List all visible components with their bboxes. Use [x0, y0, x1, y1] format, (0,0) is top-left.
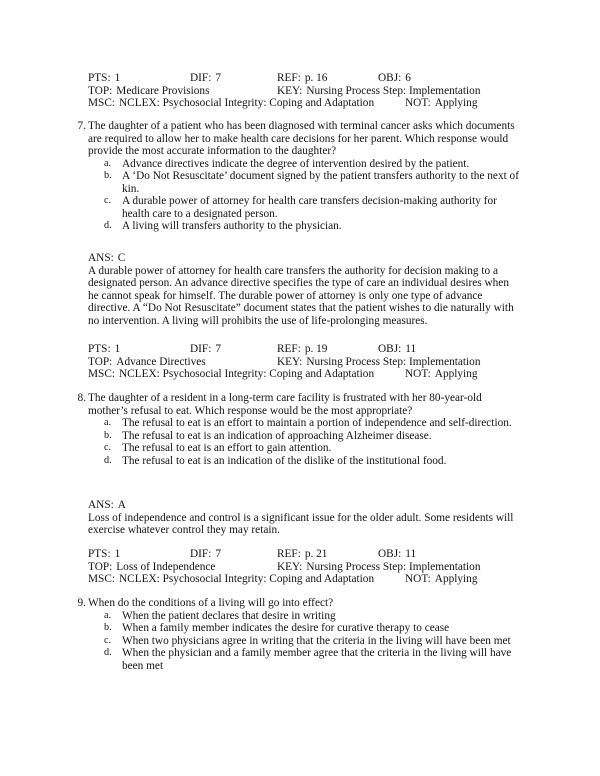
- metadata-not: NOT: Applying: [405, 573, 478, 586]
- metadata-top: TOP: Advance Directives: [88, 355, 206, 368]
- metadata-obj-value: 11: [405, 548, 417, 560]
- option-text: The refusal to eat is an indication of the dislike of the institutional food.: [122, 454, 447, 467]
- question-7-option-b[interactable]: [60, 170, 522, 195]
- question-7-option-c[interactable]: [60, 195, 522, 220]
- question-8-text: The daughter of a resident in a long-term care facility is frustrated with her 80-year-old mother’s refusal to eat. Which response would be the most appropriate?: [88, 392, 482, 417]
- question-7-number: 7.: [77, 120, 86, 132]
- metadata-row-pts: [88, 548, 518, 561]
- metadata-ref-value: p. 21: [304, 548, 328, 560]
- question-9-option-a[interactable]: [60, 610, 522, 623]
- option-letter: b.: [104, 170, 112, 182]
- metadata-pts: PTS: 1: [88, 343, 121, 355]
- metadata-block-top: [88, 72, 518, 110]
- metadata-dif: DIF: 7: [190, 343, 221, 355]
- metadata-ref: REF: p. 19: [277, 343, 328, 355]
- option-text: A ‘Do Not Resuscitate’ document signed by the patient transfers authority to the next of kin.: [122, 170, 519, 195]
- metadata-row-pts: [88, 343, 518, 356]
- option-letter: b.: [104, 622, 112, 634]
- metadata-not-value: Applying: [434, 368, 478, 381]
- option-text: When the physician and a family member agree that the criteria in the living will have been met: [122, 647, 512, 672]
- answer-block-7: [88, 252, 518, 327]
- metadata-block-7: [88, 343, 518, 381]
- option-text: The refusal to eat is an indication of approaching Alzheimer disease.: [122, 429, 432, 442]
- metadata-key: KEY: Nursing Process Step: Implementation: [277, 560, 481, 573]
- option-letter: d.: [104, 647, 112, 659]
- metadata-key: KEY: Nursing Process Step: Implementation: [277, 355, 481, 368]
- metadata-msc-value: NCLEX: Psychosocial Integrity: Coping and Adaptation: [119, 97, 375, 110]
- option-letter: c.: [104, 442, 112, 454]
- metadata-dif: DIF: 7: [190, 548, 221, 560]
- metadata-ref: REF: p. 21: [277, 548, 328, 560]
- question-7-text: The daughter of a patient who has been diagnosed with terminal cancer asks which documents are required to allow her to make health care decisions for her parent. Which response would provide the most accurate information to the daughter?: [88, 120, 515, 158]
- metadata-obj: OBJ: 11: [378, 548, 417, 560]
- question-9-option-b[interactable]: [60, 622, 522, 635]
- metadata-msc: MSC: NCLEX: Psychosocial Integrity: Coping and Adaptation: [88, 97, 375, 110]
- rationale-8: Loss of independence and control is a significant issue for the older adult. Some residents will exercise whatever control they may retain.: [88, 511, 514, 537]
- question-9-option-c[interactable]: [60, 635, 522, 648]
- metadata-pts-value: 1: [114, 548, 121, 560]
- metadata-block-8: [88, 548, 518, 586]
- metadata-row-top: [88, 356, 518, 369]
- metadata-key-value: Nursing Process Step: Implementation: [306, 355, 481, 368]
- metadata-dif-value: 7: [215, 72, 221, 84]
- option-text: When two physicians agree in writing that the criteria in the living will have been met: [122, 634, 511, 647]
- question-9-option-d[interactable]: [60, 647, 522, 672]
- metadata-pts: PTS: 1: [88, 548, 121, 560]
- metadata-ref: REF: p. 16: [277, 72, 328, 84]
- answer-7-line: ANS: C: [88, 252, 126, 264]
- metadata-msc-value: NCLEX: Psychosocial Integrity: Coping and Adaptation: [119, 573, 375, 586]
- option-letter: d.: [104, 220, 112, 232]
- answer-8-value: A: [117, 499, 126, 511]
- question-8-number: 8.: [77, 392, 86, 404]
- question-8-option-a[interactable]: [60, 417, 522, 430]
- question-9: [60, 597, 522, 672]
- option-text: A living will transfers authority to the physician.: [122, 220, 342, 233]
- metadata-not: NOT: Applying: [405, 368, 478, 381]
- metadata-key: KEY: Nursing Process Step: Implementation: [277, 84, 481, 97]
- metadata-top-value: Loss of Independence: [116, 560, 216, 573]
- metadata-dif: DIF: 7: [190, 72, 221, 84]
- metadata-pts: PTS: 1: [88, 72, 121, 84]
- metadata-row-pts: [88, 72, 518, 85]
- option-text: When the patient declares that desire in writing: [122, 609, 336, 622]
- answer-8-line: ANS: A: [88, 499, 126, 511]
- question-7-stem: [60, 120, 522, 158]
- metadata-dif-value: 7: [215, 343, 221, 355]
- question-8-stem: [60, 392, 522, 417]
- question-8-option-b[interactable]: [60, 430, 522, 443]
- question-7-option-d[interactable]: [60, 220, 522, 233]
- option-text: The refusal to eat is an effort to maintain a portion of independence and self-direction.: [122, 417, 512, 430]
- metadata-not: NOT: Applying: [405, 97, 478, 110]
- metadata-row-msc: [88, 573, 518, 586]
- metadata-dif-value: 7: [215, 548, 221, 560]
- option-text: When a family member indicates the desire for curative therapy to cease: [122, 622, 450, 635]
- question-8: [60, 392, 522, 467]
- metadata-top-value: Medicare Provisions: [116, 84, 210, 97]
- metadata-obj: OBJ: 11: [378, 343, 417, 355]
- metadata-msc-value: NCLEX: Psychosocial Integrity: Coping and Adaptation: [119, 368, 375, 381]
- metadata-ref-value: p. 19: [304, 343, 328, 355]
- option-letter: c.: [104, 195, 112, 207]
- question-8-option-d[interactable]: [60, 455, 522, 468]
- option-text: A durable power of attorney for health care transfers decision-making authority for health care to a designated person.: [122, 195, 497, 220]
- question-8-option-c[interactable]: [60, 442, 522, 455]
- metadata-pts-value: 1: [114, 343, 121, 355]
- option-letter: c.: [104, 634, 112, 646]
- option-letter: a.: [104, 157, 112, 169]
- answer-7-value: C: [117, 252, 126, 264]
- metadata-top-value: Advance Directives: [116, 355, 206, 368]
- metadata-obj-value: 6: [405, 72, 411, 84]
- question-7: [60, 120, 522, 233]
- metadata-not-value: Applying: [434, 97, 478, 110]
- metadata-top: TOP: Medicare Provisions: [88, 84, 210, 97]
- option-letter: a.: [104, 417, 112, 429]
- answer-block-8: [88, 499, 518, 537]
- metadata-top: TOP: Loss of Independence: [88, 560, 216, 573]
- metadata-row-msc: [88, 368, 518, 381]
- question-9-text: When do the conditions of a living will go into effect?: [88, 597, 334, 609]
- option-text: The refusal to eat is an effort to gain attention.: [122, 442, 332, 455]
- metadata-row-top: [88, 85, 518, 98]
- option-text: Advance directives indicate the degree of intervention desired by the patient.: [122, 157, 470, 170]
- metadata-msc: MSC: NCLEX: Psychosocial Integrity: Coping and Adaptation: [88, 573, 375, 586]
- metadata-msc: MSC: NCLEX: Psychosocial Integrity: Coping and Adaptation: [88, 368, 375, 381]
- metadata-key-value: Nursing Process Step: Implementation: [306, 84, 481, 97]
- metadata-row-top: [88, 561, 518, 574]
- option-letter: d.: [104, 454, 112, 466]
- metadata-key-value: Nursing Process Step: Implementation: [306, 560, 481, 573]
- metadata-pts-value: 1: [114, 72, 121, 84]
- option-letter: a.: [104, 609, 112, 621]
- metadata-ref-value: p. 16: [304, 72, 328, 84]
- option-letter: b.: [104, 429, 112, 441]
- metadata-row-msc: [88, 97, 518, 110]
- metadata-obj-value: 11: [405, 343, 417, 355]
- rationale-7: A durable power of attorney for health care transfers the authority for decision making to a designated person. An advance directive specifies the type of care an individual desires when he cannot speak for himself. The durable power of attorney is only one type of advance directive. A “Do Not Resuscitate” document states that the patient wishes to die naturally with no intervention. A living will prohibits the use of life-prolonging measures.: [88, 264, 514, 327]
- metadata-obj: OBJ: 6: [378, 72, 411, 84]
- metadata-not-value: Applying: [434, 573, 478, 586]
- question-9-number: 9.: [77, 597, 86, 609]
- question-9-stem: [60, 597, 522, 610]
- question-7-option-a[interactable]: [60, 158, 522, 171]
